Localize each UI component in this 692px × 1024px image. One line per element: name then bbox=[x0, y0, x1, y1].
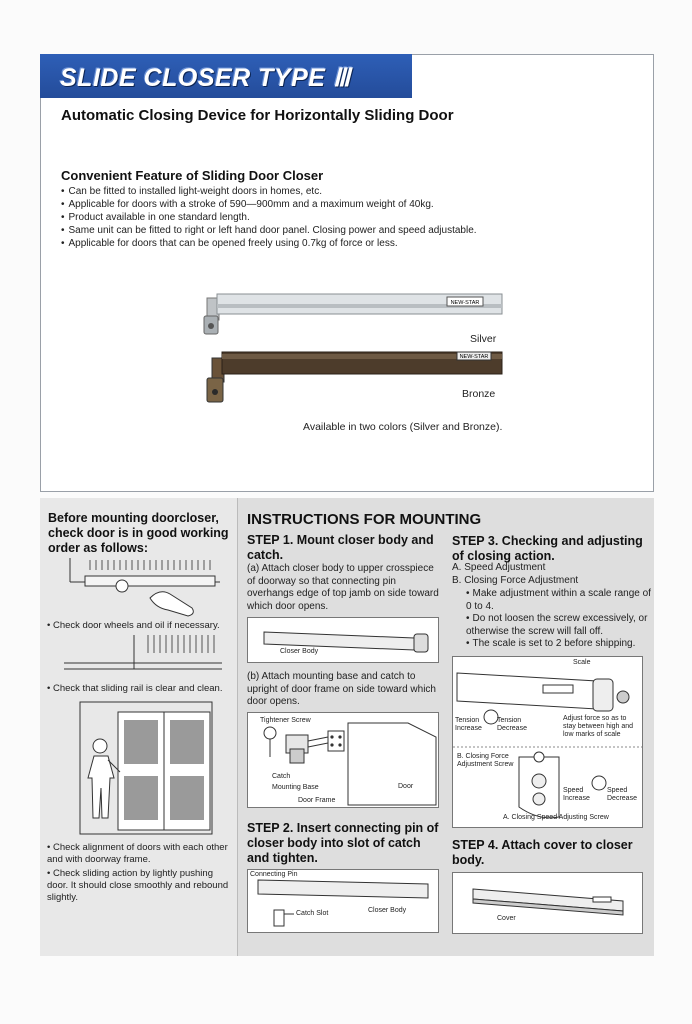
door-alignment-illustration bbox=[70, 698, 220, 836]
instructions-heading: INSTRUCTIONS FOR MOUNTING bbox=[247, 511, 482, 528]
step3-bullets bbox=[466, 588, 651, 651]
feature-item: • Applicable for doors with a stroke of 590—900mm and a maximum weight of 40kg. bbox=[61, 198, 477, 211]
step1-figure-a bbox=[247, 617, 439, 663]
closer-body-label: Closer Body bbox=[368, 907, 407, 914]
wheels-note: • Check door wheels and oil if necessary. bbox=[47, 620, 220, 631]
rail-note: • Check that sliding rail is clear and clean. bbox=[47, 683, 223, 694]
step4-figure bbox=[452, 872, 643, 934]
step4-title: STEP 4. Attach cover to closer body. bbox=[452, 838, 633, 867]
mounting-base-label: Mounting Base bbox=[272, 784, 319, 791]
step3-title: STEP 3. Checking and adjusting of closing action. bbox=[452, 534, 643, 563]
bronze-label: Bronze bbox=[462, 388, 496, 400]
feature-item: • Applicable for doors that can be opened freely using 0.7kg of force or less. bbox=[61, 237, 477, 250]
feature-item: • Can be fitted to installed light-weight doors in homes, etc. bbox=[61, 185, 477, 198]
feature-item: • Product available in one standard length. bbox=[61, 211, 477, 224]
sliding-note: • Check sliding action by lightly pushing door. It should close smoothly and rebound slightly. bbox=[47, 868, 229, 903]
tension-decrease-label: Tension Decrease bbox=[497, 717, 527, 732]
adjust-note-label: Adjust force so as to stay between high and low marks of scale bbox=[563, 715, 634, 738]
alignment-note: • Check alignment of doors with each other and with doorway frame. bbox=[47, 842, 228, 865]
speed-screw-label: A. Closing Speed Adjusting Screw bbox=[503, 814, 609, 821]
colors-caption: Available in two colors (Silver and Bronze). bbox=[303, 421, 503, 433]
catch-slot-label: Catch Slot bbox=[296, 910, 329, 917]
step1-title: STEP 1. Mount closer body and catch. bbox=[247, 533, 434, 562]
door-label: Door bbox=[398, 783, 414, 790]
closing-force-screw-label: B. Closing Force Adjustment Screw bbox=[457, 753, 514, 768]
tightener-screw-label: Tightener Screw bbox=[260, 717, 311, 724]
silver-closer-image bbox=[204, 294, 502, 334]
catch-label: Catch bbox=[272, 773, 291, 780]
bronze-closer-image bbox=[207, 352, 502, 402]
step1-figure-b bbox=[247, 712, 439, 808]
step3-figure bbox=[452, 656, 643, 828]
silver-brand-label: NEW-STAR bbox=[450, 300, 480, 306]
tension-increase-label: Tension Increase bbox=[455, 717, 482, 732]
door-check-heading: Before mounting doorcloser, check door is in good working order as follows: bbox=[48, 511, 229, 555]
speed-increase-label: Speed Increase bbox=[563, 787, 590, 802]
page-title: SLIDE CLOSER TYPE Ⅲ bbox=[60, 64, 351, 92]
step3-bullet: • Make adjustment within a scale range of 0 to 4. bbox=[466, 588, 651, 613]
connecting-pin-label: Connecting Pin bbox=[250, 871, 298, 878]
speed-adjustment-text: A. Speed Adjustment bbox=[452, 562, 546, 573]
closer-body-label: Closer Body bbox=[280, 648, 319, 655]
scale-label: Scale bbox=[573, 659, 591, 666]
step2-title: STEP 2. Insert connecting pin of closer body into slot of catch and tighten. bbox=[247, 821, 439, 865]
sliding-rail-illustration bbox=[62, 633, 230, 673]
step2-figure bbox=[247, 869, 439, 933]
force-adjustment-text: B. Closing Force Adjustment bbox=[452, 575, 579, 586]
door-wheel-illustration bbox=[60, 556, 228, 618]
speed-decrease-label: Speed Decrease bbox=[607, 787, 637, 802]
step3-bullet: • Do not loosen the screw excessively, or otherwise the screw will fall off. bbox=[466, 613, 651, 638]
step1-b-text: (b) Attach mounting base and catch to upright of door frame on side toward which door opens. bbox=[247, 671, 436, 707]
features-heading: Convenient Feature of Sliding Door Closer bbox=[61, 168, 324, 183]
door-frame-label: Door Frame bbox=[298, 797, 336, 804]
feature-item: • Same unit can be fitted to right or left hand door panel. Closing power and speed adjustable. bbox=[61, 224, 477, 237]
bronze-brand-label: NEW-STAR bbox=[459, 354, 489, 360]
page-subtitle: Automatic Closing Device for Horizontally Sliding Door bbox=[61, 107, 454, 124]
silver-label: Silver bbox=[470, 333, 497, 345]
cover-label: Cover bbox=[497, 915, 516, 922]
features-list bbox=[61, 185, 477, 250]
step3-bullet: • The scale is set to 2 before shipping. bbox=[466, 638, 651, 651]
step1-a-text: (a) Attach closer body to upper crosspiece of doorway so that connecting pin overhangs edge of top jamb on side toward which door opens. bbox=[247, 563, 439, 612]
